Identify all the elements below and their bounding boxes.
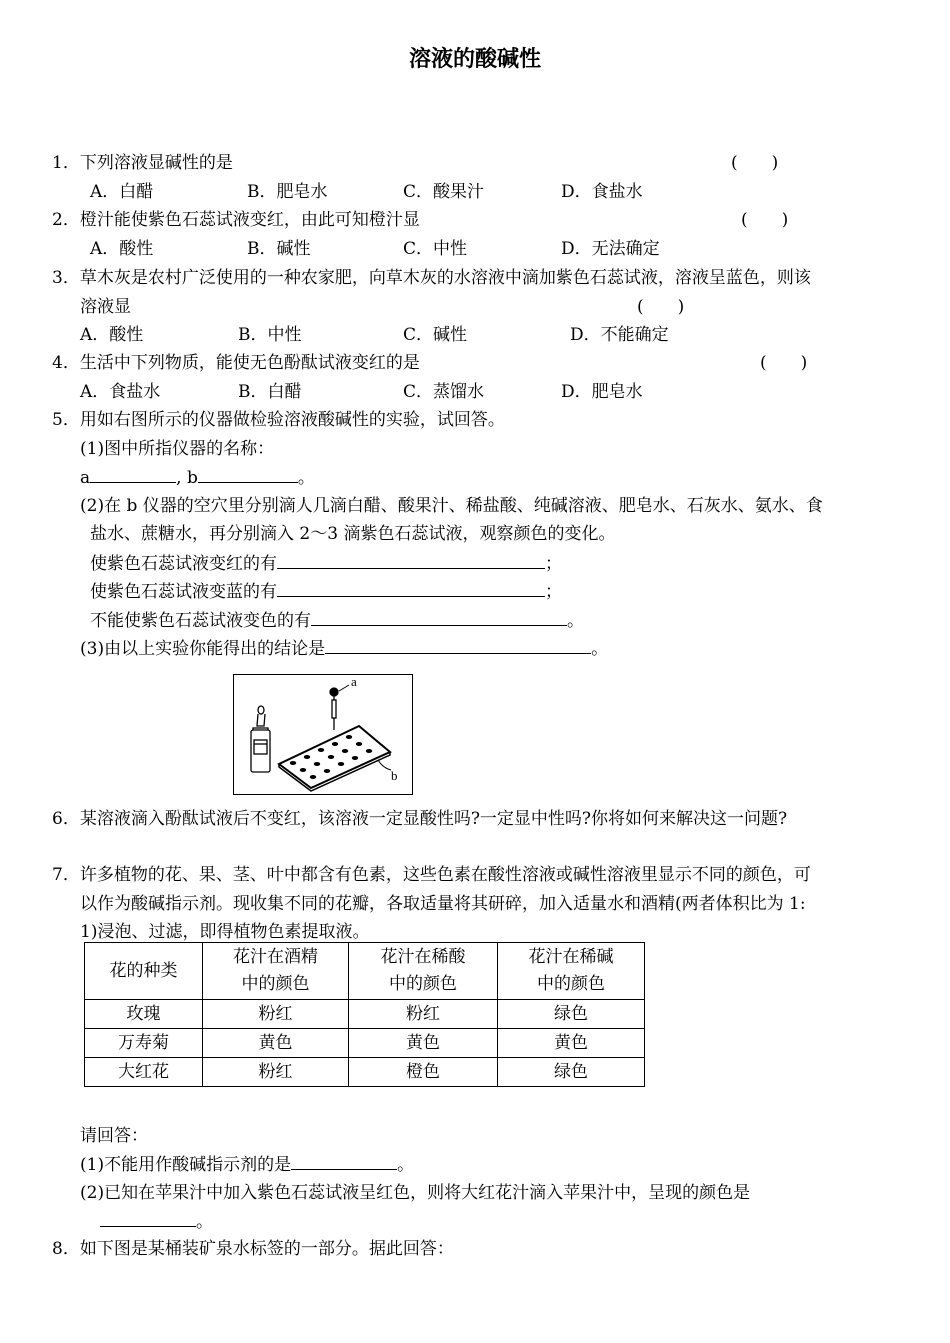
q5-blue-line <box>90 580 562 603</box>
q5-blue-label: 使紫色石蕊试液变蓝的有 <box>90 582 277 602</box>
q3-stem-line1: 3．草木灰是农村广泛使用的一种农家肥，向草木灰的水溶液中滴加紫色石蕊试液，溶液呈蓝色，则该 <box>52 268 811 288</box>
q2-option-a: A．酸性 <box>90 239 154 259</box>
table-cell: 绿色 <box>498 1058 645 1087</box>
q1-option-b: B．肥皂水 <box>247 182 328 202</box>
q5-red-semicolon: ； <box>545 554 562 574</box>
table-header-row <box>85 943 645 1000</box>
q5-label-a: a <box>80 468 91 488</box>
q3-option-d: D．不能确定 <box>570 325 669 345</box>
header-alcohol <box>203 943 349 1000</box>
q5-sub1: (1)图中所指仪器的名称： <box>80 439 275 459</box>
q4-option-b: B．白醋 <box>238 382 302 402</box>
q3-option-a: A．酸性 <box>80 325 144 345</box>
q3-option-c: C．碱性 <box>403 325 468 345</box>
q5-none-line <box>90 609 584 632</box>
q5-red-blank[interactable] <box>277 552 545 569</box>
q2-stem: 2．橙汁能使紫色石蕊试液变红，由此可知橙汁显 <box>52 210 420 230</box>
table-cell: 万寿菊 <box>85 1029 203 1058</box>
label-a: a <box>351 674 357 689</box>
q7-sub2-answer-line <box>100 1210 213 1233</box>
q7-line2: 以作为酸碱指示剂。现收集不同的花瓣，各取适量将其研碎，加入适量水和酒精(两者体积比为 1: <box>80 894 806 914</box>
q7-sub1-period: 。 <box>397 1155 415 1175</box>
q7-sub2: (2)已知在苹果汁中加入紫色石蕊试液呈红色，则将大红花汁滴入苹果汁中，呈现的颜色是 <box>80 1183 751 1203</box>
header-text: 花汁在稀碱 <box>528 947 614 967</box>
q1-option-d: D．食盐水 <box>561 182 643 202</box>
q5-none-period: 。 <box>567 611 584 631</box>
header-text: 花的种类 <box>109 960 178 981</box>
q5-blank-b[interactable] <box>198 466 298 483</box>
table-cell: 绿色 <box>498 1000 645 1029</box>
q2-option-d: D．无法确定 <box>561 239 660 259</box>
q5-sub3-blank[interactable] <box>325 637 591 654</box>
header-base <box>498 943 645 1000</box>
table-cell: 橙色 <box>349 1058 498 1087</box>
q5-blank-a[interactable] <box>90 466 176 483</box>
q5-red-label: 使紫色石蕊试液变红的有 <box>90 554 277 574</box>
q7-sub2-period: 。 <box>196 1212 213 1232</box>
q7-sub1-line <box>80 1153 414 1176</box>
q5-red-line <box>90 552 562 575</box>
q5-sub3-period: 。 <box>591 639 609 659</box>
q4-stem: 4．生活中下列物质，能使无色酚酞试液变红的是 <box>52 353 420 373</box>
label-b: b <box>391 768 398 783</box>
q8-stem: 8．如下图是某桶装矿泉水标签的一部分。据此回答： <box>52 1239 454 1259</box>
q5-sub3-line <box>80 637 608 660</box>
q5-sub1-period: 。 <box>297 468 315 488</box>
page-title: 溶液的酸碱性 <box>408 46 541 72</box>
q5-blue-blank[interactable] <box>277 580 545 597</box>
table-row <box>85 1058 645 1087</box>
q5-sub3-label: (3)由以上实验你能得出的结论是 <box>80 639 326 659</box>
q7-sub2-blank[interactable] <box>100 1210 196 1227</box>
q5-none-label: 不能使紫色石蕊试液变色的有 <box>90 611 311 631</box>
table-cell: 大红花 <box>85 1058 203 1087</box>
table-cell: 粉红 <box>349 1000 498 1029</box>
header-flower-type <box>85 943 203 1000</box>
table-cell: 黄色 <box>349 1029 498 1058</box>
q3-stem-line2: 溶液显 <box>80 297 131 317</box>
flower-color-table <box>84 942 645 1087</box>
lab-apparatus-figure <box>233 674 413 795</box>
header-text: 花汁在酒精 <box>233 947 318 967</box>
header-text: 中的颜色 <box>389 974 457 994</box>
header-text: 中的颜色 <box>537 974 605 994</box>
q6-stem: 6．某溶液滴入酚酞试液后不变红，该溶液一定显酸性吗?一定显中性吗?你将如何来解决这一问题? <box>52 809 788 829</box>
q2-option-b: B．碱性 <box>247 239 311 259</box>
table-cell: 黄色 <box>203 1029 349 1058</box>
q5-none-blank[interactable] <box>311 609 567 626</box>
q4-option-d: D．肥皂水 <box>561 382 643 402</box>
q5-label-b: , b <box>176 468 198 488</box>
table-row <box>85 1029 645 1058</box>
header-text: 中的颜色 <box>241 974 310 994</box>
q4-option-c: C．蒸馏水 <box>403 382 485 402</box>
q1-option-c: C．酸果汁 <box>403 182 485 202</box>
q7-line3: 1)浸泡、过滤，即得植物色素提取液。 <box>80 922 370 942</box>
q7-sub1-label: (1)不能用作酸碱指示剂的是 <box>80 1155 292 1175</box>
header-text: 花汁在稀酸 <box>380 947 466 967</box>
q5-blue-semicolon: ； <box>545 582 562 602</box>
q2-option-c: C．中性 <box>403 239 468 259</box>
q1-option-a: A．白醋 <box>90 182 154 202</box>
table-cell: 粉红 <box>203 1000 349 1029</box>
q3-answer-paren: ( ) <box>637 297 685 317</box>
q4-option-a: A．食盐水 <box>80 382 161 402</box>
table-cell: 黄色 <box>498 1029 645 1058</box>
q5-stem: 5．用如右图所示的仪器做检验溶液酸碱性的实验，试回答。 <box>52 410 505 430</box>
q7-line1: 7．许多植物的花、果、茎、叶中都含有色素，这些色素在酸性溶液或碱性溶液里显示不同的颜色，可 <box>52 865 811 885</box>
q2-answer-paren: ( ) <box>741 210 789 230</box>
table-cell: 粉红 <box>203 1058 349 1087</box>
q7-sub1-blank[interactable] <box>291 1153 397 1170</box>
q5-sub2-line2: 盐水、蔗糖水，再分别滴入 2～3 滴紫色石蕊试液，观察颜色的变化。 <box>90 524 616 544</box>
table-cell: 玫瑰 <box>85 1000 203 1029</box>
q4-answer-paren: ( ) <box>760 353 808 373</box>
q5-sub2-line1: (2)在 b 仪器的空穴里分别滴人几滴白醋、酸果汁、稀盐酸、纯碱溶液、肥皂水、石灰水、氨水、食 <box>80 496 823 516</box>
q1-stem: 1．下列溶液显碱性的是 <box>52 153 233 173</box>
q5-sub1-answer-line <box>80 466 315 489</box>
header-acid <box>349 943 498 1000</box>
q3-option-b: B．中性 <box>238 325 302 345</box>
q7-ask: 请回答： <box>80 1126 148 1146</box>
table-row <box>85 1000 645 1029</box>
q1-answer-paren: ( ) <box>731 153 779 173</box>
